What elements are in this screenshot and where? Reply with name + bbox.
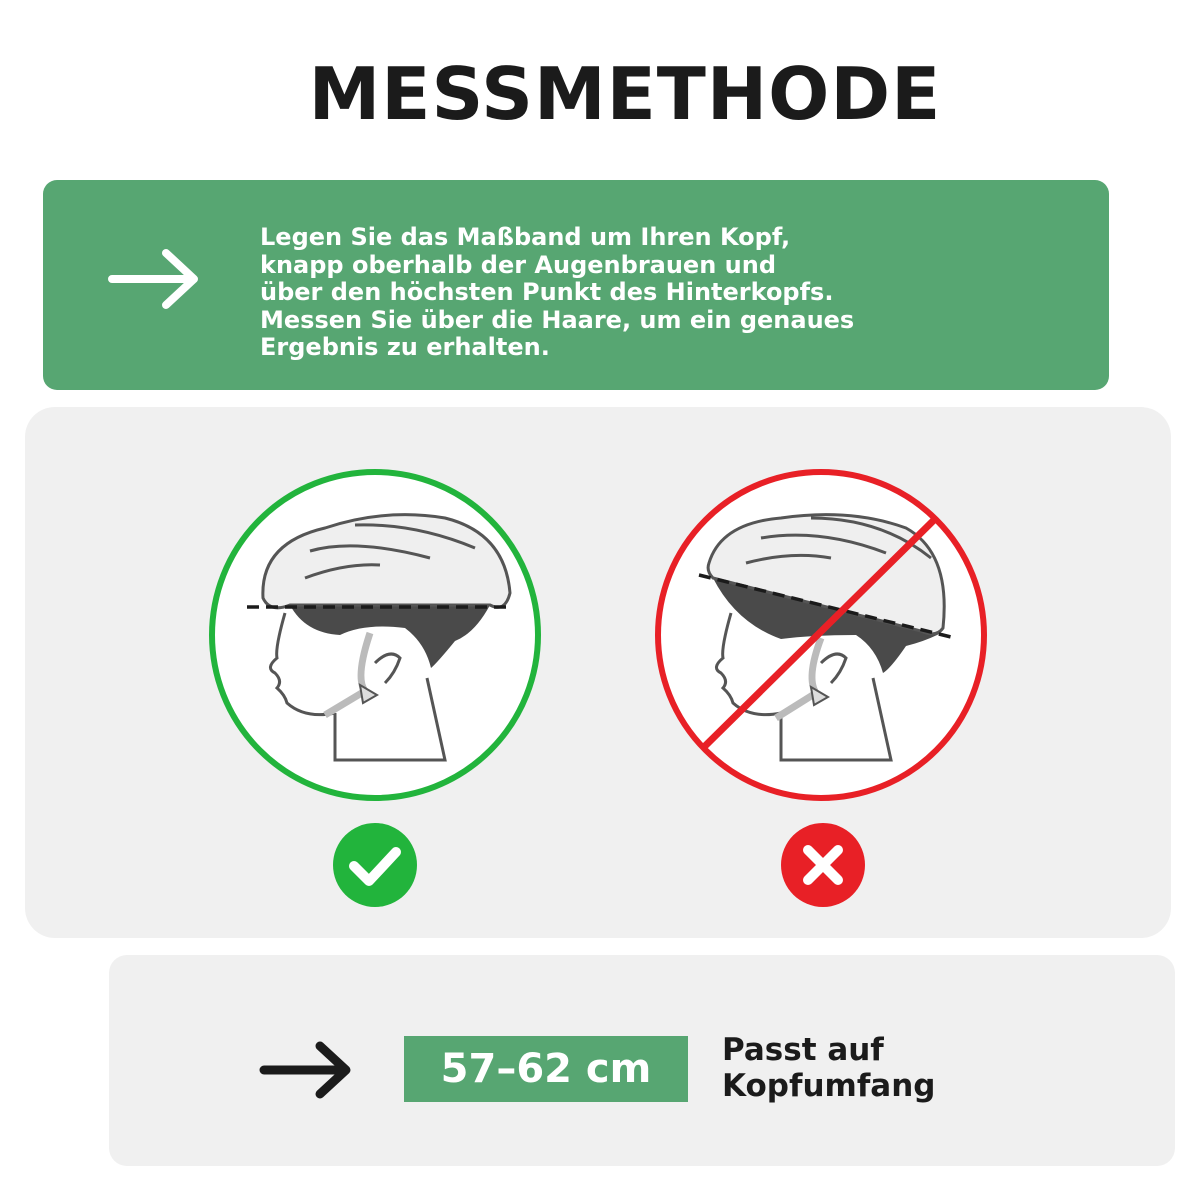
incorrect-measurement-illustration <box>651 463 991 808</box>
examples-panel <box>25 407 1171 938</box>
check-circle-icon <box>332 822 418 908</box>
cross-circle-icon <box>780 822 866 908</box>
fit-label-line2: Kopfumfang <box>722 1068 936 1104</box>
fit-label-line1: Passt auf <box>722 1032 884 1068</box>
fit-label <box>722 1032 1042 1104</box>
page-title: MESSMETHODE <box>308 52 942 136</box>
arrow-right-icon <box>258 1040 354 1100</box>
correct-measurement-illustration <box>205 463 545 808</box>
arrow-right-icon <box>108 248 200 310</box>
instruction-text: Legen Sie das Maßband um Ihren Kopf, knapp oberhalb der Augenbrauen und über den höchsten Punkt des Hinterkopfs. Messen Sie über die Haare, um ein genaues Ergebnis zu erhalten. <box>260 223 855 361</box>
size-badge: 57–62 cm <box>404 1036 688 1102</box>
